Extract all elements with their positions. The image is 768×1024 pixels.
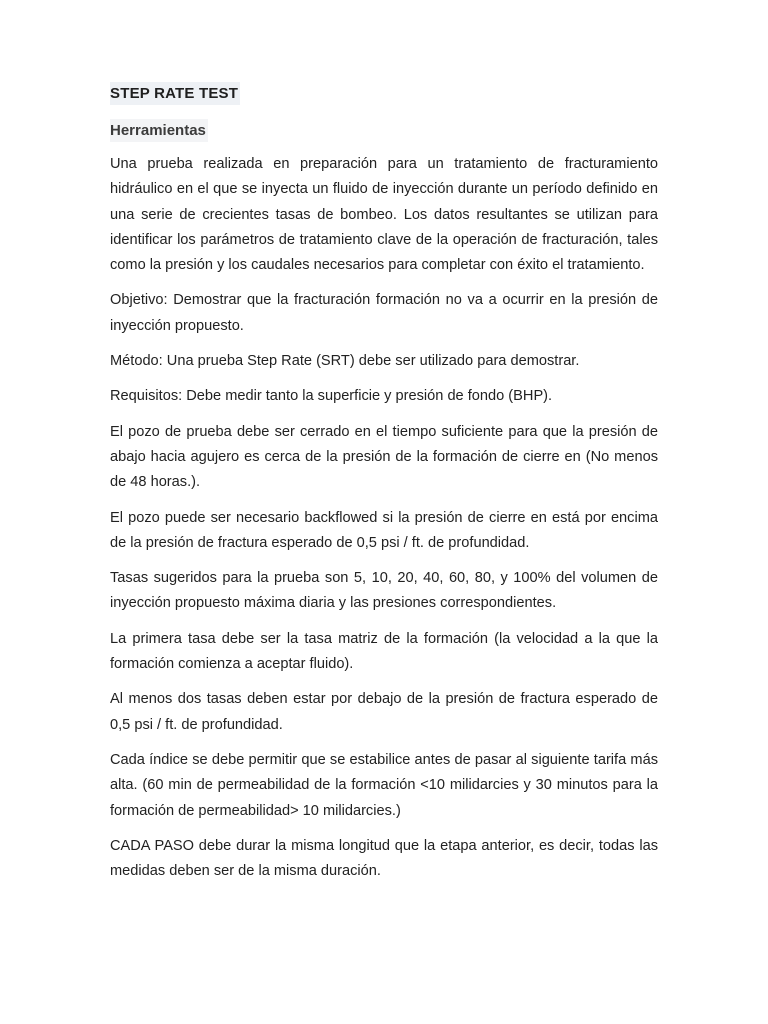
paragraph-objetivo: Objetivo: Demostrar que la fracturación formación no va a ocurrir en la presión de inyección propuesto. xyxy=(110,292,658,334)
document-page xyxy=(110,82,658,894)
paragraph-cierre: El pozo de prueba debe ser cerrado en el tiempo suficiente para que la presión de abajo hacia agujero es cerca de la presión de la formación de cierre en (No menos de 48 horas.). xyxy=(110,423,658,491)
paragraph-requisitos: Requisitos: Debe medir tanto la superficie y presión de fondo (BHP). xyxy=(110,388,553,405)
paragraph-primera-tasa: La primera tasa debe ser la tasa matriz de la formación (la velocidad a la que la formación comienza a aceptar fluido). xyxy=(110,630,658,673)
paragraph-cada-paso: CADA PASO debe durar la misma longitud que la etapa anterior, es decir, todas las medidas deben ser de la misma duración. xyxy=(110,837,658,880)
document-subtitle: Herramientas xyxy=(110,119,208,142)
paragraph-estabilizar: Cada índice se debe permitir que se estabilice antes de pasar al siguiente tarifa más alta. (60 min de permeabilidad de la formación <10 milidarcies y 30 minutos para la formación de permeabilidad> 10 milidarcies.) xyxy=(110,751,658,819)
paragraph-backflow: El pozo puede ser necesario backflowed si la presión de cierre en está por encima de la presión de fractura esperado de 0,5 psi / ft. de profundidad. xyxy=(110,509,658,551)
paragraph-metodo: Método: Una prueba Step Rate (SRT) debe ser utilizado para demostrar. xyxy=(110,353,580,370)
document-title: STEP RATE TEST xyxy=(110,82,240,105)
paragraph-intro: Una prueba realizada en preparación para un tratamiento de fracturamiento hidráulico en el que se inyecta un fluido de inyección durante un período definido en una serie de crecientes tasas de bombeo. Los datos resultantes se utilizan para identificar los parámetros de tratamiento clave de la operación de fracturación, tales como la presión y los caudales necesarios para completar con éxito el tratamiento. xyxy=(110,156,658,274)
paragraph-tasas: Tasas sugeridos para la prueba son 5, 10, 20, 40, 60, 80, y 100% del volumen de inyección propuesto máxima diaria y las presiones correspondientes. xyxy=(110,570,658,612)
subtitle-wrap xyxy=(110,119,658,142)
title-wrap xyxy=(110,82,658,119)
paragraph-dos-tasas: Al menos dos tasas deben estar por debajo de la presión de fractura esperado de 0,5 psi / ft. de profundidad. xyxy=(110,691,658,733)
